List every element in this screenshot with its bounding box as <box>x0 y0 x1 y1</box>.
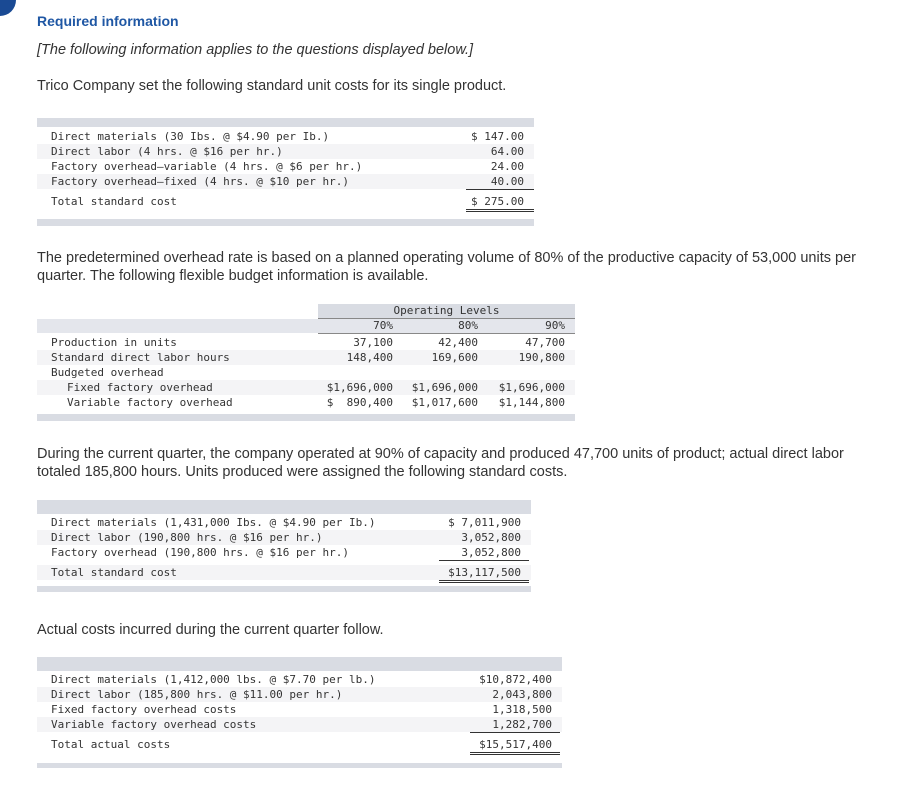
table-row: Direct materials (1,431,000 Ibs. @ $4.90 per Ib.) $ 7,011,900 <box>51 516 521 529</box>
corner-badge <box>0 0 16 16</box>
level-90-header: 90% <box>545 319 565 332</box>
operating-levels-header: Operating Levels <box>393 304 500 317</box>
table-row: Production in units 37,100 42,400 47,700 <box>51 336 565 349</box>
required-information-heading: Required information <box>37 13 179 29</box>
flexible-budget-table <box>37 304 575 424</box>
table-row: Direct labor (4 hrs. @ $16 per hr.) 64.00 <box>37 144 534 159</box>
table-row: Direct labor (185,800 hrs. @ $11.00 per hr.) 2,043,800 <box>37 687 562 702</box>
table-total-row: Total standard cost $ 275.00 <box>51 195 524 208</box>
table-row: Factory overhead (190,800 hrs. @ $16 per hr.) 3,052,800 <box>51 546 521 559</box>
table-row: Factory overhead—variable (4 hrs. @ $6 per hr.) 24.00 <box>51 160 524 173</box>
table-row: Standard direct labor hours 148,400 169,600 190,800 <box>37 350 575 365</box>
table-row: Budgeted overhead <box>51 366 164 379</box>
table-row: Direct materials (30 Ibs. @ $4.90 per Ib.) $ 147.00 <box>51 130 524 143</box>
level-70-header: 70% <box>373 319 393 332</box>
predetermined-rate-text: The predetermined overhead rate is based on a planned operating volume of 80% of the productive capacity of 53,000 units per quarter. The following flexible budget information is available. <box>37 250 856 284</box>
intro-text: Trico Company set the following standard unit costs for its single product. <box>37 78 507 94</box>
current-quarter-text: During the current quarter, the company operated at 90% of capacity and produced 47,700 units of product; actual direct labor totaled 185,800 hours. Units produced were assigned the following standard costs. <box>37 446 844 480</box>
table-row: Variable factory overhead $ 890,400 $1,017,600 $1,144,800 <box>67 396 565 409</box>
actual-costs-text: Actual costs incurred during the current quarter follow. <box>37 622 384 638</box>
table-row: Fixed factory overhead $1,696,000 $1,696,000 $1,696,000 <box>37 380 575 395</box>
level-80-header: 80% <box>458 319 478 332</box>
table-row: Factory overhead—fixed (4 hrs. @ $10 per hr.) 40.00 <box>37 174 534 189</box>
table-row: Direct materials (1,412,000 lbs. @ $7.70 per lb.) $10,872,400 <box>51 673 552 686</box>
table-total-row: Total standard cost $13,117,500 <box>37 565 531 580</box>
assigned-standard-cost-table <box>37 500 531 594</box>
table-row: Fixed factory overhead costs 1,318,500 <box>51 703 552 716</box>
applies-note: [The following information applies to the questions displayed below.] <box>37 42 474 58</box>
table-row: Variable factory overhead costs 1,282,700 <box>37 717 562 732</box>
table-total-row: Total actual costs $15,517,400 <box>51 738 552 751</box>
standard-unit-cost-table <box>37 118 534 228</box>
table-row: Direct labor (190,800 hrs. @ $16 per hr.) 3,052,800 <box>37 530 531 545</box>
actual-costs-table <box>37 657 562 769</box>
